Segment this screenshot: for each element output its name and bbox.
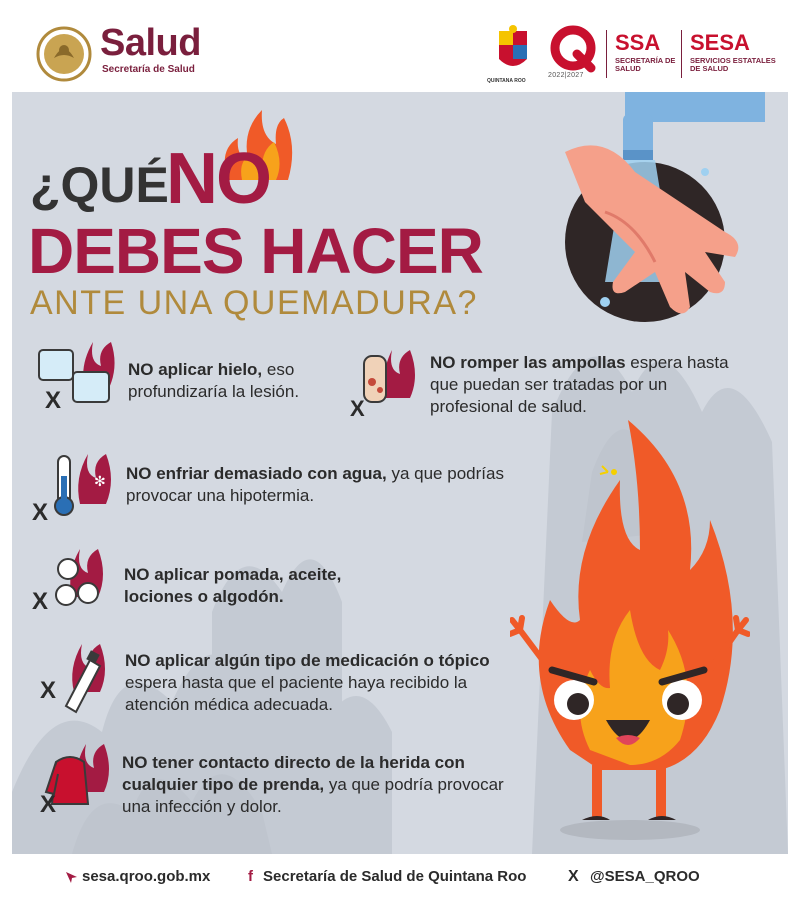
item-no-pomada: NO aplicar pomada, aceite, lociones o algodón. [124,565,342,606]
item-no-enfriar-agua: NO enfriar demasiado con agua, ya que podrías provocar una hipotermia. [126,464,504,505]
footer-facebook-link[interactable]: Secretaría de Salud de Quintana Roo [263,868,527,885]
flame-character-icon [510,420,750,845]
quintana-roo-label: QUINTANA ROO [487,78,526,84]
divider [606,30,607,78]
quintana-roo-crest-icon [495,25,531,79]
ice-cubes-icon [35,336,120,410]
thermometer-icon [32,446,118,522]
mexico-seal-icon [36,26,92,82]
cotton-balls-icon [32,545,112,613]
x-twitter-icon: X [568,868,579,885]
svg-text:X: X [32,499,49,522]
svg-text:X: X [350,396,365,418]
sesa-subtitle: SERVICIOS ESTATALES DE SALUD [690,56,776,73]
svg-text:X: X [45,387,62,410]
title-debes-hacer: DEBES HACER [28,215,483,287]
item-no-hielo: NO aplicar hielo, eso profundizaría la lesión. [128,360,300,401]
item-no-romper-ampollas: NO romper las ampollas espera hasta que puedan ser tratadas por un profesional de salud. [430,353,729,416]
salud-subtitle: Secretaría de Salud [102,64,195,75]
item-no-contacto-prenda: NO tener contacto directo de la herida con cualquier tipo de prenda, ya que podría provocar una infección y dolor. [122,753,504,816]
salud-brand: Salud [100,22,201,64]
title-que: ¿QUÉ [30,157,169,213]
divider [681,30,682,78]
cursor-icon [65,871,79,885]
header-bar [0,0,788,92]
blistered-arm-icon [350,342,425,418]
footer-twitter-link[interactable]: @SESA_QROO [590,868,700,885]
facebook-icon: f [248,868,253,885]
item-no-medicacion: NO aplicar algún tipo de medicación o tópico espera hasta que el paciente haya recibido la atención médica adecuada. [125,651,490,714]
title-ante-quemadura: ANTE UNA QUEMADURA? [30,284,478,322]
ointment-tube-icon [40,638,116,718]
sesa-title: SESA [690,30,750,55]
ssa-title: SSA [615,30,661,55]
svg-text:✻: ✻ [94,474,106,490]
jacket-icon [40,738,120,814]
footer-website-link[interactable]: sesa.qroo.gob.mx [82,868,211,885]
svg-text:X: X [32,588,49,613]
hand-under-water-icon [565,92,765,332]
svg-text:X: X [40,677,57,704]
title-no: NO [166,139,270,219]
ssa-subtitle: SECRETARÍA DE SALUD [615,56,676,73]
q-logo-years: 2022|2027 [548,72,584,79]
svg-text:X: X [40,791,57,814]
